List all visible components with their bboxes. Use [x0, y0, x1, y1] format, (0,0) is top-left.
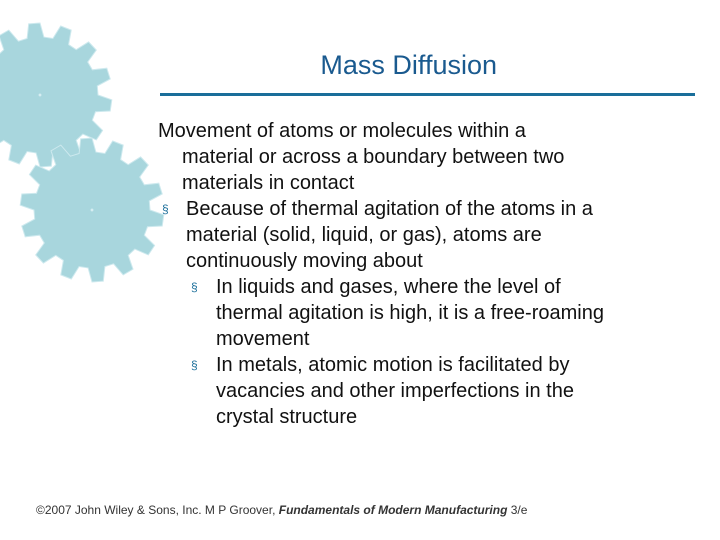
- gear-shape: [0, 23, 112, 167]
- bullet-line: thermal agitation is high, it is a free‑roaming: [216, 302, 604, 324]
- bullet-line: continuously moving about: [186, 250, 423, 272]
- bullet-metals: [191, 352, 698, 430]
- bullet-line: Because of thermal agitation of the atoms in a: [186, 198, 593, 220]
- intro-line: material or across a boundary between two: [182, 146, 565, 168]
- bullet-marker: §: [162, 202, 169, 216]
- slide-title: Mass Diffusion: [320, 50, 497, 80]
- footer-prefix: ©2007 John Wiley & Sons, Inc. M P Groover,: [36, 503, 279, 517]
- footer-copyright: [36, 503, 527, 517]
- footer-book-title: Fundamentals of Modern Manufacturing: [278, 503, 508, 517]
- intro-line: materials in contact: [182, 172, 355, 194]
- intro-line: Movement of atoms or molecules within a: [158, 120, 526, 142]
- bullet-line: movement: [216, 328, 310, 350]
- bullet-line: material (solid, liquid, or gas), atoms are: [186, 224, 542, 246]
- bullet-line: crystal structure: [216, 406, 358, 428]
- title-divider: [160, 93, 695, 96]
- slide-body: [158, 118, 698, 430]
- bullet-marker: §: [191, 280, 198, 294]
- footer-suffix: 3/e: [507, 503, 528, 517]
- bullet-marker: §: [191, 358, 198, 372]
- bullet-thermal-agitation: [162, 196, 698, 274]
- gear-decoration: [0, 0, 170, 300]
- bullet-line: vacancies and other imperfections in the: [216, 380, 574, 402]
- bullet-liquids-gases: [191, 274, 698, 352]
- intro-paragraph: [158, 118, 698, 196]
- gear-icon: [0, 23, 164, 282]
- bullet-line: In metals, atomic motion is facilitated by: [216, 354, 570, 376]
- bullet-line: In liquids and gases, where the level of: [216, 276, 561, 298]
